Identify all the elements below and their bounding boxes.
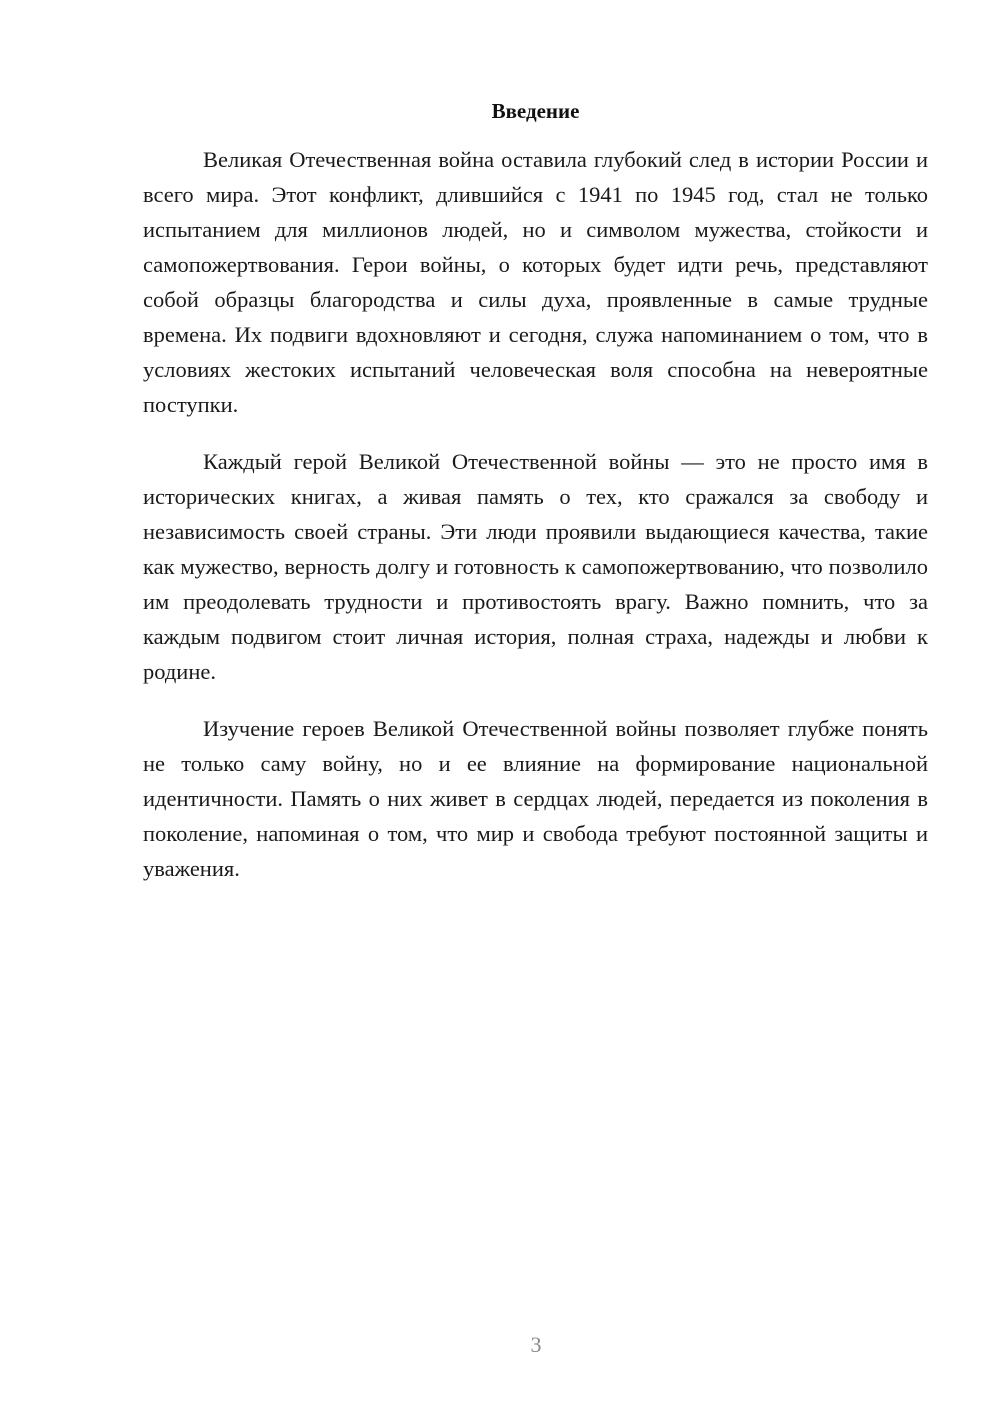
body-text — [143, 142, 928, 908]
page-number: 3 — [530, 1332, 542, 1357]
paragraph-2: Каждый герой Великой Отечественной войны — это не просто имя в исторических книгах, а живая память о тех, кто сражался за свободу и независимость своей страны. Эти люди проявили выдающиеся качества, такие как мужество, верность долгу и готовность к самопожертвованию, что позволило им преодолевать трудности и противостоять врагу. Важно помнить, что за каждым подвигом стоит личная история, полная страха, надежды и любви к родине. — [143, 449, 928, 684]
section-heading: Введение — [491, 99, 580, 123]
paragraph-3: Изучение героев Великой Отечественной войны позволяет глубже понять не только саму войну, но и ее влияние на формирование национальной идентичности. Память о них живет в сердцах людей, передается из поколения в поколение, напоминая о том, что мир и свобода требуют постоянной защиты и уважения. — [143, 716, 928, 881]
paragraph-1: Великая Отечественная война оставила глубокий след в истории России и всего мира. Этот конфликт, длившийся с 1941 по 1945 год, стал не только испытанием для миллионов людей, но и символом мужества, стойкости и самопожертвования. Герои войны, о которых будет идти речь, представляют собой образцы благородства и силы духа, проявленные в самые трудные времена. Их подвиги вдохновляют и сегодня, служа напоминанием о том, что в условиях жестоких испытаний человеческая воля способна на невероятные поступки. — [143, 147, 928, 417]
